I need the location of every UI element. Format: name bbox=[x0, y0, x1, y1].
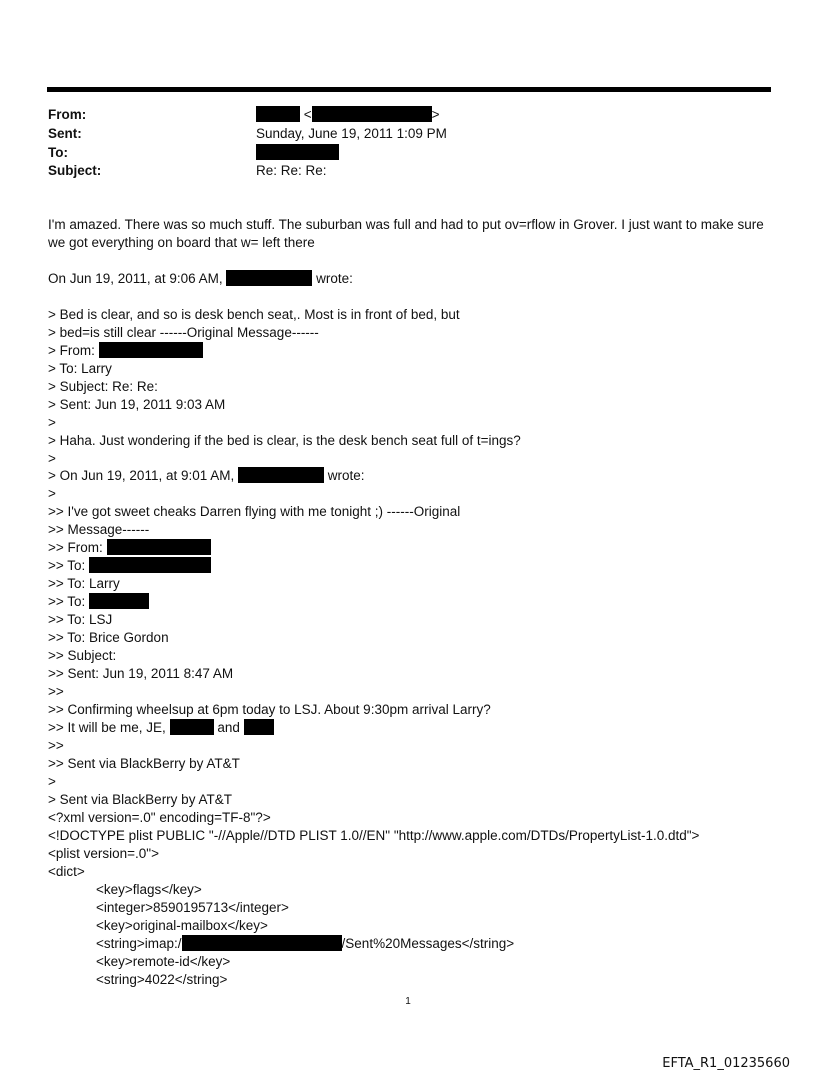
xml-line: <plist version=.0"> bbox=[48, 846, 159, 861]
quote-line bbox=[48, 467, 365, 485]
xml-line: <key>flags</key> bbox=[96, 882, 202, 897]
quote-line: >> To: Larry bbox=[48, 576, 120, 591]
quote-line: > Bed is clear, and so is desk bench seat,. Most is in front of bed, but bbox=[48, 307, 460, 322]
quote-line: > Sent: Jun 19, 2011 9:03 AM bbox=[48, 397, 226, 412]
redaction-box bbox=[170, 719, 214, 735]
quote-line: >> bbox=[48, 684, 64, 699]
redaction-box bbox=[89, 557, 211, 573]
attribution-wrote: wrote: bbox=[316, 271, 353, 286]
xml-line: <?xml version=.0" encoding=TF-8"?> bbox=[48, 810, 271, 825]
quote-line: > Subject: Re: Re: bbox=[48, 379, 158, 394]
redaction-box bbox=[89, 593, 149, 609]
quote-line: > bbox=[48, 774, 56, 789]
quote-line: >> bbox=[48, 738, 64, 753]
message-paragraph: I'm amazed. There was so much stuff. The suburban was full and had to put ov=rflow in Grover. I just want to make sure we got everything on board that w= left there bbox=[48, 217, 764, 250]
quote-text: > From: bbox=[48, 343, 95, 358]
attribution-prefix: On Jun 19, 2011, at 9:06 AM, bbox=[48, 271, 223, 286]
redaction-box bbox=[182, 935, 342, 951]
quote-line: >> Subject: bbox=[48, 648, 117, 663]
redaction-box bbox=[256, 106, 300, 122]
quote-line: > bed=is still clear ------Original Message------ bbox=[48, 325, 319, 340]
redaction-box bbox=[226, 270, 312, 286]
xml-line: <!DOCTYPE plist PUBLIC "-//Apple//DTD PLIST 1.0//EN" "http://www.apple.com/DTDs/PropertyList-1.0.dtd"> bbox=[48, 828, 700, 843]
quote-text: wrote: bbox=[327, 468, 365, 483]
quote-text: >> It will be me, JE, bbox=[48, 720, 166, 735]
subject-label: Subject: bbox=[48, 163, 102, 178]
quote-line: >> Message------ bbox=[48, 522, 150, 537]
from-value bbox=[256, 106, 440, 124]
quote-line: >> To: LSJ bbox=[48, 612, 113, 627]
xml-line: <key>remote-id</key> bbox=[96, 954, 231, 969]
quote-line: > bbox=[48, 451, 56, 466]
redaction-box bbox=[238, 467, 324, 483]
from-lt: < bbox=[303, 107, 312, 122]
quote-line bbox=[48, 557, 211, 575]
xml-line: <dict> bbox=[48, 864, 85, 879]
quote-line: >> I've got sweet cheaks Darren flying with me tonight ;) ------Original bbox=[48, 504, 461, 519]
quote-text: > On Jun 19, 2011, at 9:01 AM, bbox=[48, 468, 235, 483]
quote-line: > Sent via BlackBerry by AT&T bbox=[48, 792, 232, 807]
sent-value: Sunday, June 19, 2011 1:09 PM bbox=[256, 126, 447, 141]
quote-line: > bbox=[48, 486, 56, 501]
header-rule bbox=[47, 87, 771, 92]
quote-line bbox=[48, 539, 211, 557]
quote-line: >> Sent via BlackBerry by AT&T bbox=[48, 756, 240, 771]
quote-text: >> To: bbox=[48, 594, 86, 609]
to-label: To: bbox=[48, 145, 68, 160]
sent-label: Sent: bbox=[48, 126, 82, 141]
from-gt: > bbox=[431, 107, 440, 122]
quote-line: > To: Larry bbox=[48, 361, 112, 376]
subject-value: Re: Re: Re: bbox=[256, 163, 327, 178]
xml-line: <key>original-mailbox</key> bbox=[96, 918, 268, 933]
quote-text: and bbox=[217, 720, 240, 735]
quote-text: >> From: bbox=[48, 540, 103, 555]
quote-line: >> Sent: Jun 19, 2011 8:47 AM bbox=[48, 666, 234, 681]
quote-text: >> To: bbox=[48, 558, 86, 573]
redaction-box bbox=[244, 719, 274, 735]
xml-line: <string>4022</string> bbox=[96, 972, 228, 987]
to-value bbox=[256, 144, 339, 162]
quote-line: >> To: Brice Gordon bbox=[48, 630, 169, 645]
xml-line bbox=[96, 935, 514, 953]
redaction-box bbox=[256, 144, 339, 160]
xml-text: /Sent%20Messages</string> bbox=[341, 936, 515, 951]
reply-attribution bbox=[48, 270, 353, 288]
xml-text: <string>imap:/ bbox=[96, 936, 182, 951]
quote-line: > Haha. Just wondering if the bed is clear, is the desk bench seat full of t=ings? bbox=[48, 433, 521, 448]
quote-line bbox=[48, 719, 274, 737]
quote-line: >> Confirming wheelsup at 6pm today to LSJ. About 9:30pm arrival Larry? bbox=[48, 702, 491, 717]
redaction-box bbox=[107, 539, 211, 555]
quote-line bbox=[48, 593, 149, 611]
xml-line: <integer>8590195713</integer> bbox=[96, 900, 289, 915]
quote-line bbox=[48, 342, 203, 360]
from-label: From: bbox=[48, 107, 87, 122]
document-id: EFTA_R1_01235660 bbox=[662, 1056, 790, 1071]
redaction-box bbox=[312, 106, 432, 122]
page-number: 1 bbox=[405, 996, 411, 1007]
redaction-box bbox=[99, 342, 203, 358]
quote-line: > bbox=[48, 415, 56, 430]
